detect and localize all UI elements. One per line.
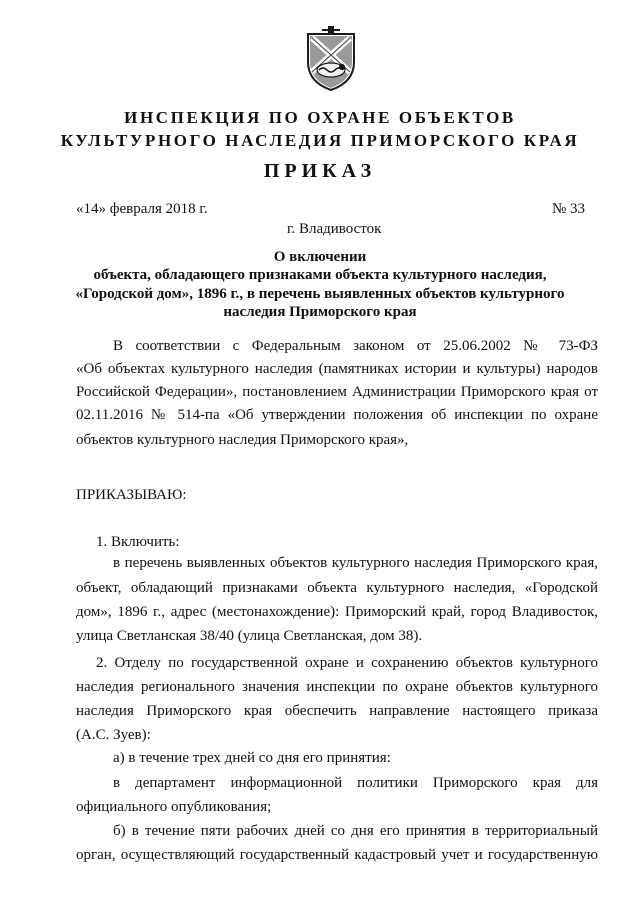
preamble-line: «Об объектах культурного наследия (памятниках истории и культуры) народов <box>76 361 598 377</box>
coat-of-arms-icon <box>302 22 360 92</box>
item2-sub-a-line: в департамент информационной политики Приморского края для <box>113 775 598 791</box>
item2-line: наследия регионального значения инспекции по охране объектов культурного <box>76 679 598 695</box>
document-type: ПРИКАЗ <box>263 160 377 182</box>
item2-sub-b-line: б) в течение пяти рабочих дней со дня его принятия в территориальный <box>113 823 598 839</box>
subject-line: «Городской дом», 1896 г., в перечень выявленных объектов культурного <box>75 286 565 302</box>
preamble-line: В соответствии с Федеральным законом от 25.06.2002 № 73-ФЗ <box>113 338 598 354</box>
order-word: ПРИКАЗЫВАЮ: <box>76 487 187 503</box>
preamble-line: 02.11.2016 № 514-па «Об утверждении положения об инспекции по охране <box>76 407 598 423</box>
item1-line: улица Светланская 38/40 (улица Светланская, дом 38). <box>76 628 423 644</box>
org-name-line1: ИНСПЕКЦИЯ ПО ОХРАНЕ ОБЪЕКТОВ <box>124 108 516 127</box>
item2-line: наследия Приморского края обеспечить направление настоящего приказа <box>76 703 598 719</box>
subject-line: наследия Приморского края <box>223 304 417 320</box>
order-date: «14» февраля 2018 г. <box>76 201 208 217</box>
item1-line: дом», 1896 г., адрес (местонахождение): Приморский край, город Владивосток, <box>76 604 598 620</box>
preamble-line: Российской Федерации», постановлением Администрации Приморского края от <box>76 384 598 400</box>
org-name-line2: КУЛЬТУРНОГО НАСЛЕДИЯ ПРИМОРСКОГО КРАЯ <box>60 131 580 150</box>
order-city: г. Владивосток <box>287 221 382 237</box>
order-number: № 33 <box>552 201 586 217</box>
item2-line: (А.С. Зуев): <box>76 727 151 743</box>
item2-sub-a: а) в течение трех дней со дня его принятия: <box>113 750 391 766</box>
item1-line: в перечень выявленных объектов культурного наследия Приморского края, <box>113 555 598 571</box>
subject-line: объекта, обладающего признаками объекта культурного наследия, <box>93 267 547 283</box>
preamble-line: объектов культурного наследия Приморского края», <box>76 432 409 448</box>
item2-sub-b-line: орган, осуществляющий государственный кадастровый учет и государственную <box>76 847 598 863</box>
item2-sub-a-line: официального опубликования; <box>76 799 272 815</box>
item1-line: объект, обладающий признаками объекта культурного наследия, «Городской <box>76 580 598 596</box>
subject-line: О включении <box>273 249 367 265</box>
item1-heading: 1. Включить: <box>96 534 180 550</box>
item2-line: 2. Отделу по государственной охране и сохранению объектов культурного <box>96 655 598 671</box>
